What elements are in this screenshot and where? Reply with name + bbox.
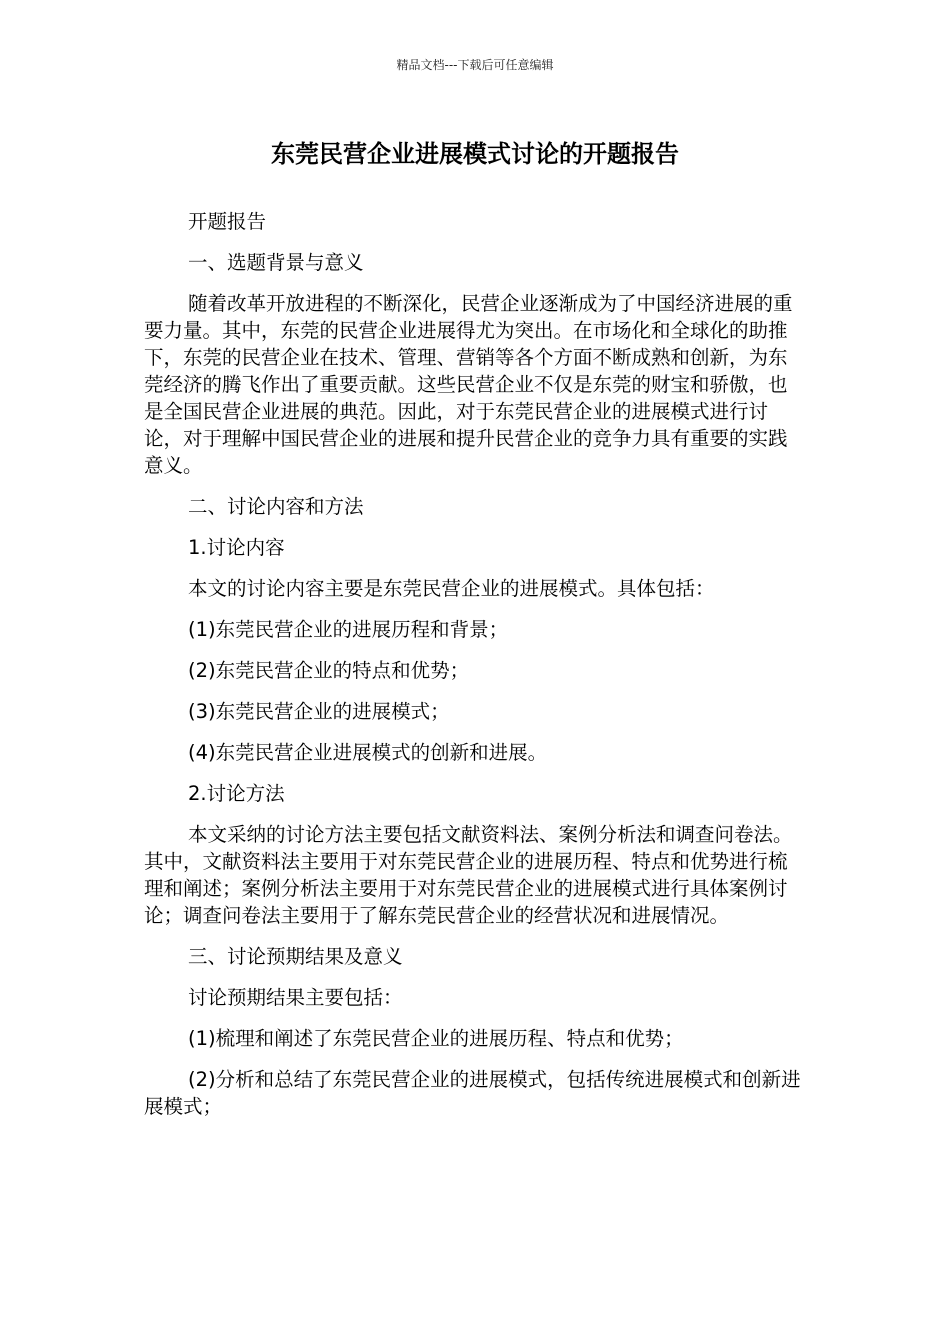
paragraph-report-label: 开题报告 (188, 210, 267, 233)
section-heading-expected-results: 三、讨论预期结果及意义 (188, 945, 403, 968)
paragraph-expected-intro: 讨论预期结果主要包括： (188, 986, 403, 1009)
subheading-method: 2.讨论方法 (188, 782, 285, 805)
list-item-content-2: (2)东莞民营企业的特点和优势； (188, 659, 470, 682)
paragraph-method: 本文采纳的讨论方法主要包括文献资料法、案例分析法和调查问卷法。其中，文献资料法主要用于对东莞民营企业的进展历程、特点和优势进行梳理和阐述；案例分析法主要用于对东莞民营企业的进展模式进行具体案例讨论；调查问卷法主要用于了解东莞民营企业的经营状况和进展情况。 (144, 823, 793, 927)
document-body (144, 208, 804, 1134)
list-item-expected-2: (2)分析和总结了东莞民营企业的进展模式，包括传统进展模式和创新进展模式； (144, 1068, 801, 1118)
page-header: 精品文档---下载后可任意编辑 (396, 58, 554, 72)
list-item-content-4: (4)东莞民营企业进展模式的创新和进展。 (188, 741, 548, 764)
section-heading-background: 一、选题背景与意义 (188, 251, 364, 274)
list-item-expected-1: (1)梳理和阐述了东莞民营企业的进展历程、特点和优势； (188, 1027, 684, 1050)
list-item-content-1: (1)东莞民营企业的进展历程和背景； (188, 618, 509, 641)
section-heading-content-method: 二、讨论内容和方法 (188, 495, 364, 518)
paragraph-content-intro: 本文的讨论内容主要是东莞民营企业的进展模式。具体包括： (188, 577, 715, 600)
document-title: 东莞民营企业进展模式讨论的开题报告 (271, 140, 679, 168)
paragraph-background: 随着改革开放进程的不断深化，民营企业逐渐成为了中国经济进展的重要力量。其中，东莞的民营企业进展得尤为突出。在市场化和全球化的助推下，东莞的民营企业在技术、管理、营销等各个方面不断成熟和创新，为东莞经济的腾飞作出了重要贡献。这些民营企业不仅是东莞的财宝和骄傲，也是全国民营企业进展的典范。因此，对于东莞民营企业的进展模式进行讨论，对于理解中国民营企业的进展和提升民营企业的竞争力具有重要的实践意义。 (144, 292, 793, 477)
subheading-content: 1.讨论内容 (188, 536, 285, 559)
list-item-content-3: (3)东莞民营企业的进展模式； (188, 700, 450, 723)
